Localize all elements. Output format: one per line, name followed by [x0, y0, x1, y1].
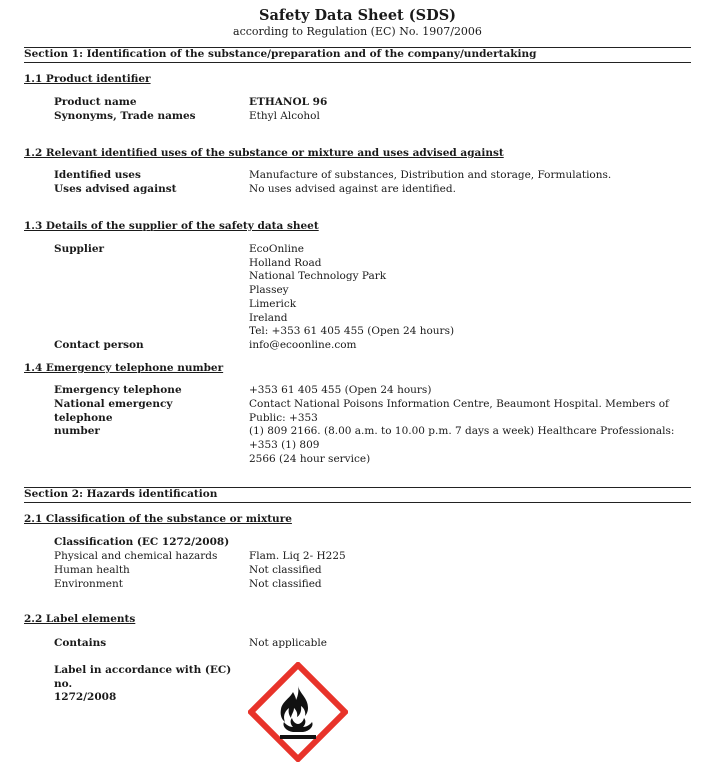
supplier-line: National Technology Park — [249, 270, 387, 283]
national-emergency-value-line: Contact National Poisons Information Centre, Beaumont Hospital. Members of Public: +353 — [249, 398, 669, 424]
environment-label: Environment — [54, 578, 123, 590]
flame-pictogram-icon — [248, 662, 348, 762]
supplier-line: Plassey — [249, 284, 289, 297]
label-ec-line: 1272/2008 — [54, 691, 117, 703]
supplier-line: Tel: +353 61 405 455 (Open 24 hours) — [249, 325, 455, 338]
national-emergency-label — [54, 398, 234, 439]
subsection-1-3-heading: 1.3 Details of the supplier of the safety data sheet — [24, 220, 319, 232]
contact-person-label: Contact person — [54, 339, 144, 351]
document-subtitle: according to Regulation (EC) No. 1907/2006 — [233, 25, 482, 38]
document-title: Safety Data Sheet (SDS) — [258, 7, 457, 24]
identified-uses-value: Manufacture of substances, Distribution and storage, Formulations. — [249, 169, 612, 181]
emergency-telephone-value: +353 61 405 455 (Open 24 hours) — [249, 384, 432, 396]
supplier-address — [249, 243, 691, 339]
product-name-value: ETHANOL 96 — [249, 96, 328, 108]
subsection-2-2-heading: 2.2 Label elements — [24, 613, 136, 625]
uses-advised-against-value: No uses advised against are identified. — [249, 183, 456, 195]
product-name-label: Product name — [54, 96, 137, 108]
label-ec-line: Label in accordance with (EC) no. — [54, 664, 232, 690]
identified-uses-label: Identified uses — [54, 169, 141, 181]
label-ec-label — [54, 664, 244, 705]
contains-value: Not applicable — [249, 637, 327, 649]
human-health-value: Not classified — [249, 564, 322, 576]
national-emergency-label-line: National emergency telephone — [54, 398, 173, 424]
supplier-line: Limerick — [249, 297, 297, 310]
subsection-1-2-heading: 1.2 Relevant identified uses of the substance or mixture and uses advised against — [24, 147, 504, 159]
national-emergency-value-line: 2566 (24 hour service) — [249, 452, 371, 465]
national-emergency-value — [249, 398, 691, 467]
environment-value: Not classified — [249, 578, 322, 590]
subsection-1-4-heading: 1.4 Emergency telephone number — [24, 362, 224, 374]
uses-advised-against-label: Uses advised against — [54, 183, 177, 195]
classification-label: Classification (EC 1272/2008) — [54, 536, 230, 548]
contains-label: Contains — [54, 637, 107, 649]
physical-hazards-value: Flam. Liq 2- H225 — [249, 550, 346, 562]
contact-person-value: info@ecoonline.com — [249, 339, 357, 351]
emergency-telephone-label: Emergency telephone — [54, 384, 182, 396]
section-1-heading: Section 1: Identification of the substance/preparation and of the company/undertaking — [24, 47, 691, 63]
human-health-label: Human health — [54, 564, 130, 576]
synonyms-value: Ethyl Alcohol — [249, 110, 320, 122]
supplier-line: Holland Road — [249, 256, 322, 269]
physical-hazards-label: Physical and chemical hazards — [54, 550, 218, 562]
subsection-2-1-heading: 2.1 Classification of the substance or mixture — [24, 513, 292, 525]
supplier-line: Ireland — [249, 311, 288, 324]
subsection-1-1-heading: 1.1 Product identifier — [24, 73, 151, 85]
section-2-heading: Section 2: Hazards identification — [24, 487, 691, 503]
national-emergency-value-line: (1) 809 2166. (8.00 a.m. to 10.00 p.m. 7 days a week) Healthcare Professionals: +353 (1) 809 — [249, 425, 675, 452]
synonyms-label: Synonyms, Trade names — [54, 110, 196, 122]
supplier-line: EcoOnline — [249, 243, 304, 255]
national-emergency-label-line: number — [54, 425, 100, 437]
supplier-label: Supplier — [54, 243, 105, 255]
